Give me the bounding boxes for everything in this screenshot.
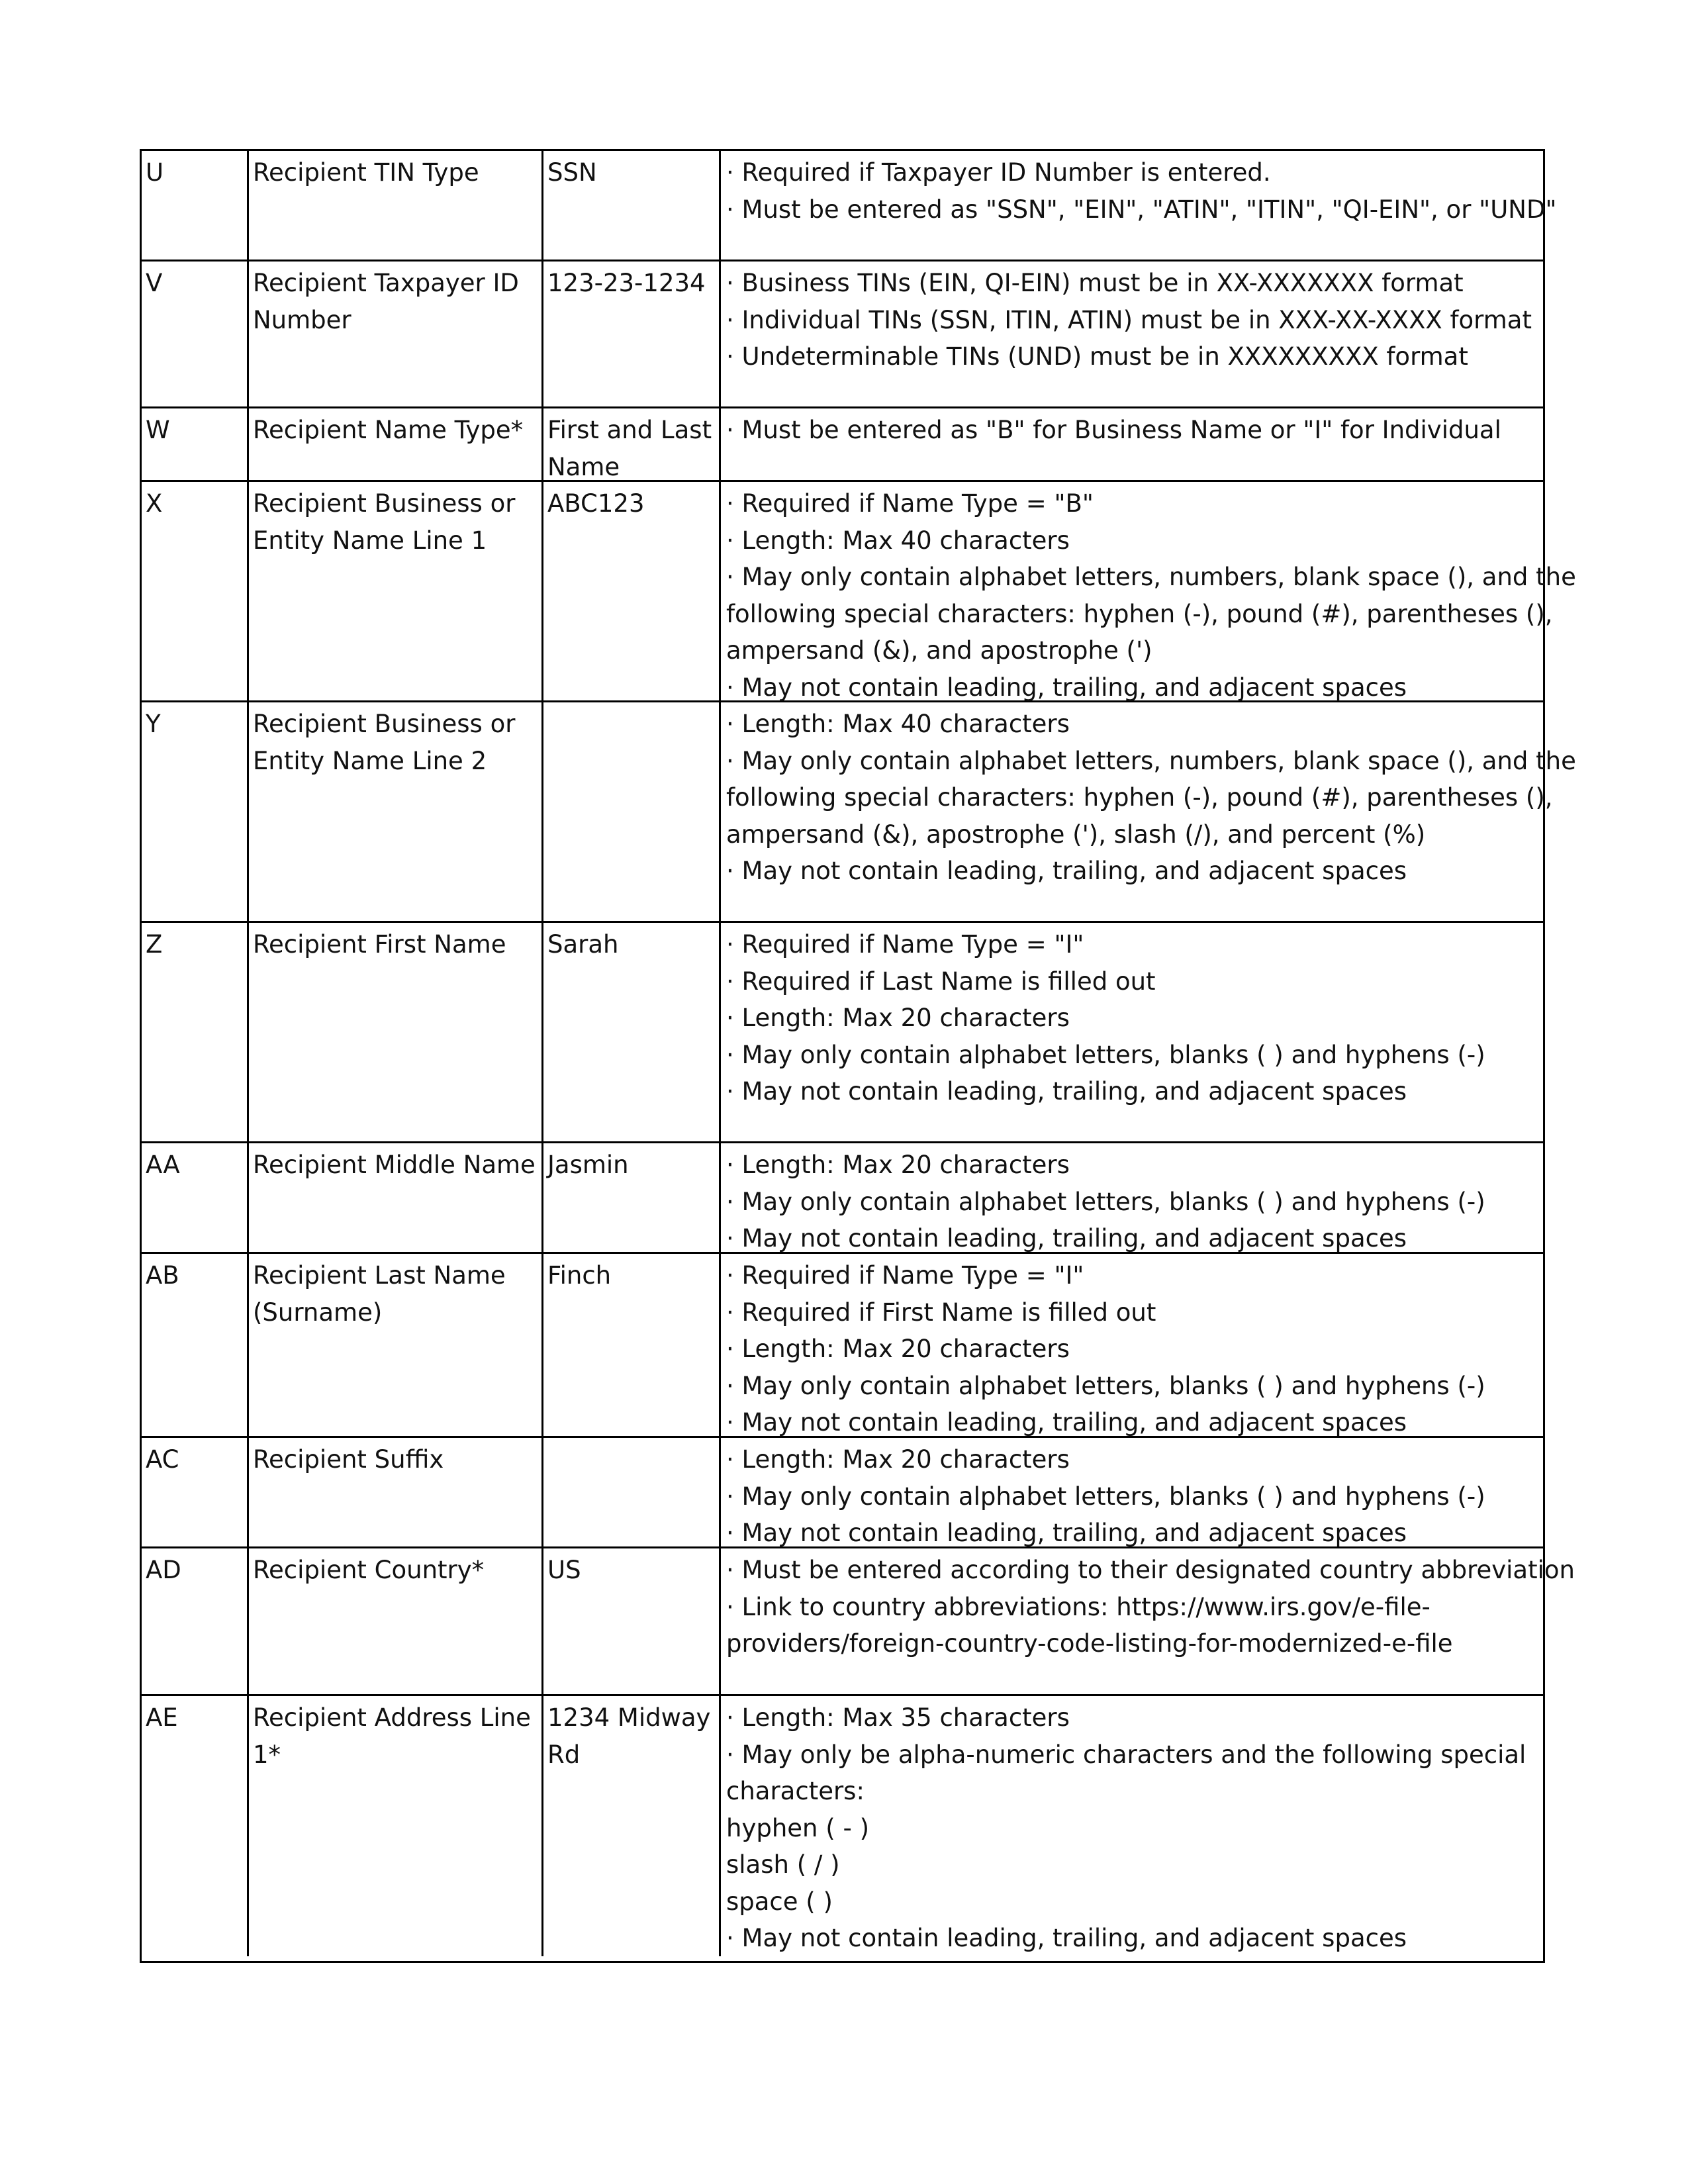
example-value-cell: [543, 1548, 721, 1694]
table-row: [142, 151, 1557, 261]
column-letter-cell: [142, 408, 249, 480]
cell-text-line: (Surname): [253, 1298, 383, 1327]
field-name-cell: [249, 923, 543, 1141]
table-row: [142, 1254, 1543, 1438]
cell-text-line: Number: [253, 305, 352, 334]
cell-text-line: · Length: Max 20 characters: [726, 1445, 1070, 1474]
cell-text-line: Finch: [547, 1261, 612, 1290]
cell-text-line: U: [146, 158, 164, 187]
table-row: [142, 702, 1576, 923]
cell-text-line: ABC123: [547, 489, 645, 518]
cell-text-line: space ( ): [726, 1887, 833, 1916]
field-name-cell: [249, 1254, 543, 1436]
field-name-cell: [249, 261, 543, 406]
field-name-cell: [249, 1438, 543, 1546]
cell-text-line: AE: [146, 1703, 178, 1732]
validation-rules-cell: [721, 408, 1543, 480]
example-value-cell: [543, 1254, 721, 1436]
validation-rules-cell: [721, 1696, 1543, 1956]
cell-text-line: · Must be entered as "B" for Business Name or "I" for Individual: [726, 416, 1501, 444]
cell-text-line: · Length: Max 40 characters: [726, 526, 1070, 555]
example-value-cell: [543, 923, 721, 1141]
column-letter-cell: [142, 1548, 249, 1694]
cell-text-line: · Must be entered according to their designated country abbreviation: [726, 1556, 1575, 1584]
cell-text-line: · Required if Taxpayer ID Number is entered.: [726, 158, 1271, 187]
example-value-cell: [543, 261, 721, 406]
cell-text-line: following special characters: hyphen (-), pound (#), parentheses (),: [726, 783, 1553, 812]
cell-text-line: · May only contain alphabet letters, numbers, blank space (), and the: [726, 563, 1576, 591]
cell-text-line: · Length: Max 20 characters: [726, 1151, 1070, 1179]
cell-text-line: Entity Name Line 2: [253, 746, 487, 775]
column-letter-cell: [142, 482, 249, 700]
cell-text-line: ampersand (&), apostrophe ('), slash (/), and percent (%): [726, 820, 1426, 849]
table-row: [142, 1548, 1575, 1696]
cell-text-line: Recipient Last Name: [253, 1261, 506, 1290]
validation-rules-cell: [721, 702, 1576, 921]
cell-text-line: AC: [146, 1445, 179, 1474]
column-letter-cell: [142, 1143, 249, 1252]
cell-text-line: Recipient TIN Type: [253, 158, 479, 187]
cell-text-line: AB: [146, 1261, 179, 1290]
cell-text-line: · Length: Max 20 characters: [726, 1004, 1070, 1032]
example-value-cell: [543, 702, 721, 921]
field-spec-table: [140, 149, 1576, 1963]
cell-text-line: · Required if Name Type = "I": [726, 930, 1084, 959]
cell-text-line: providers/foreign-country-code-listing-for-modernized-e-file: [726, 1629, 1453, 1658]
cell-text-line: · Required if Name Type = "B": [726, 489, 1094, 518]
column-letter-cell: [142, 151, 249, 260]
validation-rules-cell: [721, 1438, 1543, 1546]
cell-text-line: Y: [146, 710, 161, 738]
table-row: [142, 408, 1543, 482]
cell-text-line: · Must be entered as "SSN", "EIN", "ATIN", "ITIN", "QI-EIN", or "UND": [726, 195, 1557, 224]
cell-text-line: 1*: [253, 1740, 281, 1769]
cell-text-line: Name: [547, 452, 620, 481]
example-value-cell: [543, 1696, 721, 1956]
cell-text-line: · May not contain leading, trailing, and adjacent spaces: [726, 673, 1407, 702]
table-row: [142, 1438, 1543, 1548]
cell-text-line: AA: [146, 1151, 180, 1179]
cell-text-line: Recipient Middle Name: [253, 1151, 536, 1179]
cell-text-line: · Undeterminable TINs (UND) must be in XXXXXXXXX format: [726, 342, 1468, 371]
cell-text-line: · May not contain leading, trailing, and adjacent spaces: [726, 1408, 1407, 1437]
cell-text-line: · Length: Max 35 characters: [726, 1703, 1070, 1732]
example-value-cell: [543, 1438, 721, 1546]
table-row: [142, 1696, 1543, 1956]
cell-text-line: · May only contain alphabet letters, blanks ( ) and hyphens (-): [726, 1371, 1485, 1400]
cell-text-line: · Link to country abbreviations: https://www.irs.gov/e-file-: [726, 1592, 1430, 1621]
cell-text-line: · Length: Max 20 characters: [726, 1335, 1070, 1363]
example-value-cell: [543, 151, 721, 260]
cell-text-line: · Individual TINs (SSN, ITIN, ATIN) must be in XXX-XX-XXXX format: [726, 305, 1532, 334]
cell-text-line: Recipient Business or: [253, 710, 516, 738]
validation-rules-cell: [721, 1143, 1543, 1252]
cell-text-line: · Required if Name Type = "I": [726, 1261, 1084, 1290]
cell-text-line: · May not contain leading, trailing, and adjacent spaces: [726, 1924, 1407, 1952]
cell-text-line: Recipient Taxpayer ID: [253, 269, 519, 297]
validation-rules-cell: [721, 261, 1543, 406]
column-letter-cell: [142, 923, 249, 1141]
example-value-cell: [543, 482, 721, 700]
column-letter-cell: [142, 1696, 249, 1956]
cell-text-line: Recipient Suffix: [253, 1445, 444, 1474]
cell-text-line: · May only contain alphabet letters, blanks ( ) and hyphens (-): [726, 1187, 1485, 1216]
cell-text-line: Recipient Name Type*: [253, 416, 524, 444]
table-row: [142, 1143, 1543, 1254]
cell-text-line: Entity Name Line 1: [253, 526, 487, 555]
validation-rules-cell: [721, 151, 1557, 260]
cell-text-line: · May not contain leading, trailing, and adjacent spaces: [726, 1224, 1407, 1253]
cell-text-line: Recipient First Name: [253, 930, 506, 959]
cell-text-line: AD: [146, 1556, 181, 1584]
validation-rules-cell: [721, 1254, 1543, 1436]
cell-text-line: V: [146, 269, 163, 297]
cell-text-line: Recipient Country*: [253, 1556, 485, 1584]
cell-text-line: following special characters: hyphen (-), pound (#), parentheses (),: [726, 599, 1553, 628]
example-value-cell: [543, 1143, 721, 1252]
cell-text-line: 1234 Midway: [547, 1703, 711, 1732]
cell-text-line: Sarah: [547, 930, 619, 959]
table-row: [142, 923, 1543, 1143]
cell-text-line: W: [146, 416, 170, 444]
field-name-cell: [249, 1143, 543, 1252]
cell-text-line: Recipient Address Line: [253, 1703, 531, 1732]
column-letter-cell: [142, 1438, 249, 1546]
cell-text-line: slash ( / ): [726, 1850, 840, 1879]
validation-rules-cell: [721, 482, 1576, 702]
cell-text-line: Recipient Business or: [253, 489, 516, 518]
cell-text-line: · May only contain alphabet letters, blanks ( ) and hyphens (-): [726, 1482, 1485, 1511]
cell-text-line: · May only contain alphabet letters, numbers, blank space (), and the: [726, 746, 1576, 775]
cell-text-line: ampersand (&), and apostrophe ('): [726, 636, 1152, 665]
cell-text-line: · May not contain leading, trailing, and adjacent spaces: [726, 1077, 1407, 1106]
cell-text-line: · Required if First Name is filled out: [726, 1298, 1156, 1327]
field-name-cell: [249, 702, 543, 921]
cell-text-line: Z: [146, 930, 163, 959]
cell-text-line: Rd: [547, 1740, 581, 1769]
cell-text-line: · Length: Max 40 characters: [726, 710, 1070, 738]
cell-text-line: · May only be alpha-numeric characters and the following special: [726, 1740, 1526, 1769]
example-value-cell: [543, 408, 721, 480]
cell-text-line: · May only contain alphabet letters, blanks ( ) and hyphens (-): [726, 1040, 1485, 1069]
column-letter-cell: [142, 702, 249, 921]
validation-rules-cell: [721, 923, 1543, 1141]
cell-text-line: US: [547, 1556, 581, 1584]
field-name-cell: [249, 482, 543, 700]
cell-text-line: X: [146, 489, 163, 518]
cell-text-line: SSN: [547, 158, 597, 187]
cell-text-line: hyphen ( - ): [726, 1813, 870, 1842]
cell-text-line: · May not contain leading, trailing, and adjacent spaces: [726, 1519, 1407, 1547]
cell-text-line: 123-23-1234: [547, 269, 706, 297]
field-name-cell: [249, 151, 543, 260]
column-letter-cell: [142, 261, 249, 406]
field-name-cell: [249, 1548, 543, 1694]
cell-text-line: Jasmin: [547, 1151, 629, 1179]
column-letter-cell: [142, 1254, 249, 1436]
cell-text-line: characters:: [726, 1777, 865, 1805]
field-name-cell: [249, 408, 543, 480]
cell-text-line: · Business TINs (EIN, QI-EIN) must be in XX-XXXXXXX format: [726, 269, 1464, 297]
table-row: [142, 261, 1543, 408]
table-row: [142, 482, 1576, 702]
field-name-cell: [249, 1696, 543, 1956]
cell-text-line: · Required if Last Name is filled out: [726, 967, 1156, 996]
cell-text-line: First and Last: [547, 416, 712, 444]
validation-rules-cell: [721, 1548, 1575, 1694]
cell-text-line: · May not contain leading, trailing, and adjacent spaces: [726, 857, 1407, 885]
